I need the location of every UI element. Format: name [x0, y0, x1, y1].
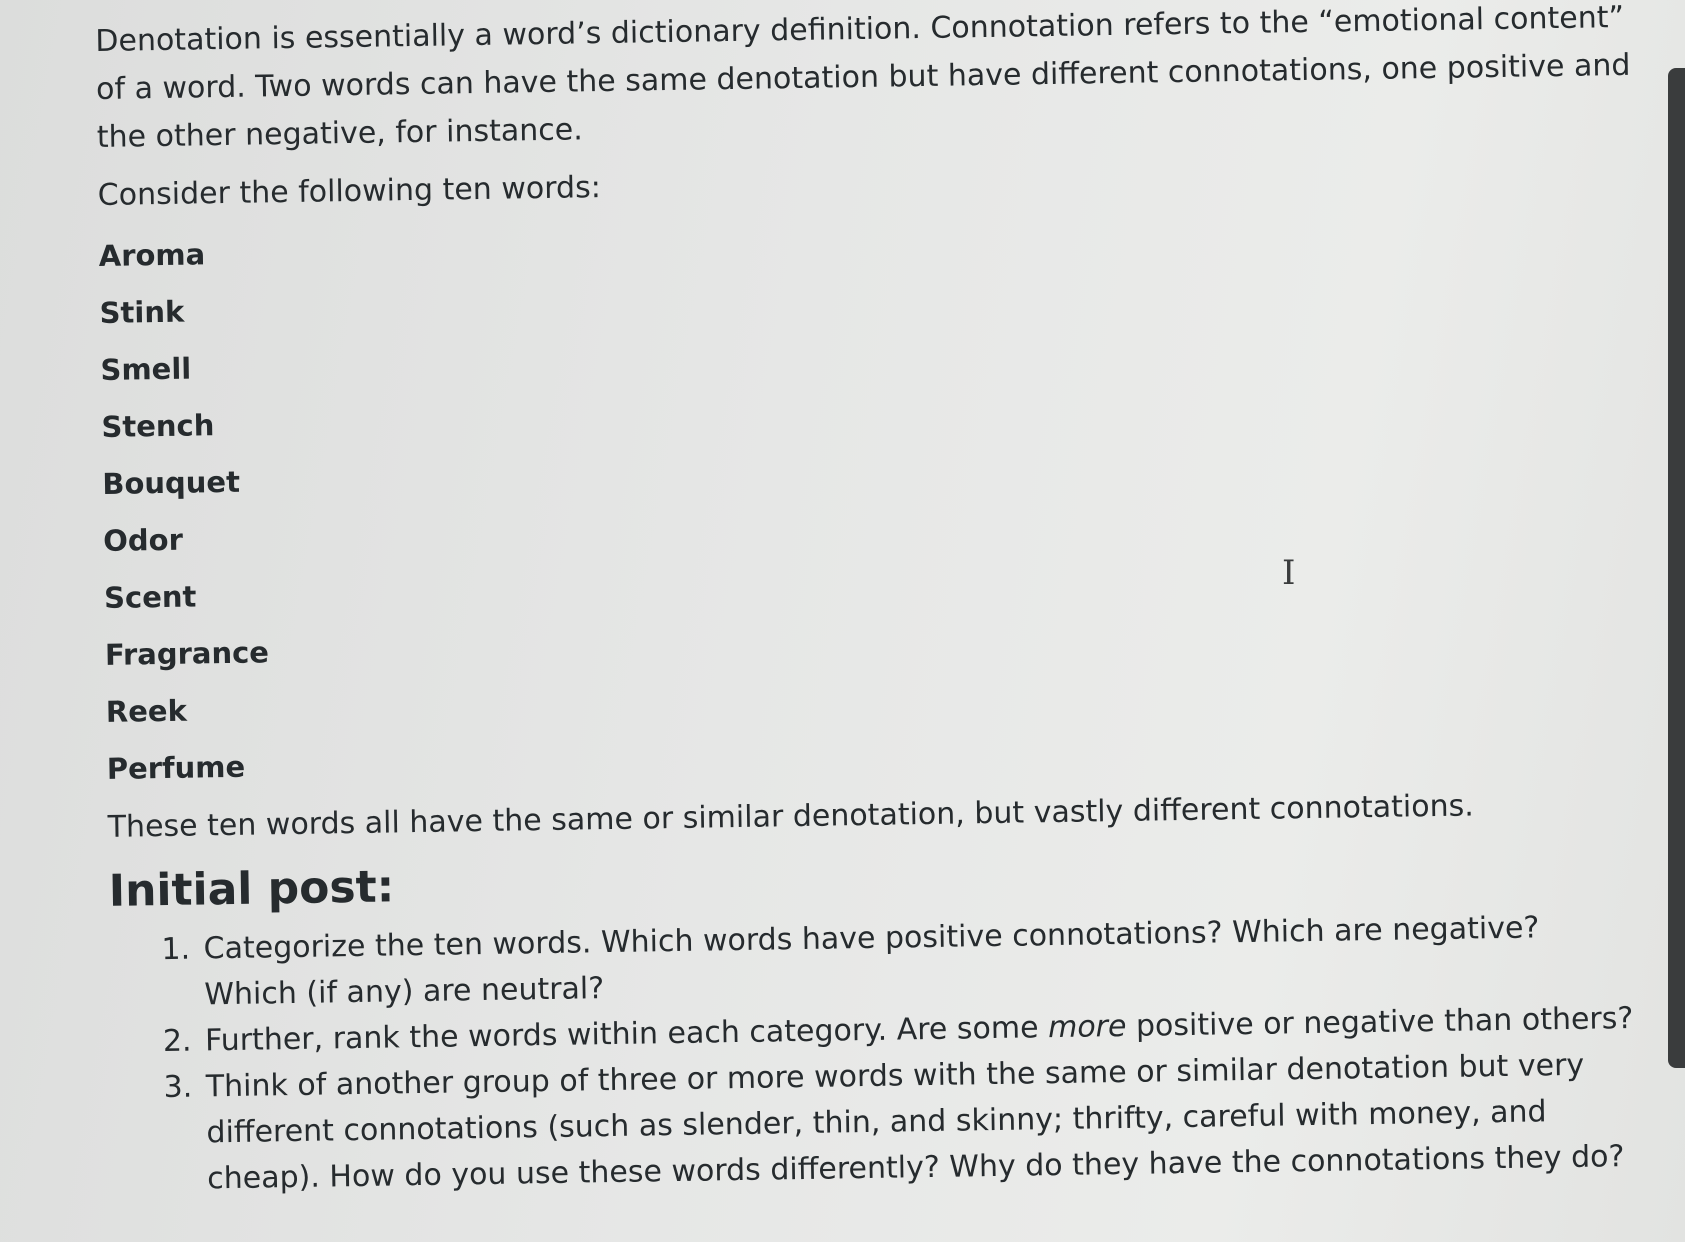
summary-line: These ten words all have the same or similar denotation, but vastly different connotations. — [107, 788, 1475, 845]
question-2-text-end: positive or negative than others? — [1126, 1000, 1634, 1044]
word-item: Stench — [101, 408, 215, 444]
vertical-scrollbar[interactable] — [1668, 68, 1685, 1068]
initial-post-heading: Initial post: — [108, 861, 395, 917]
word-item: Scent — [103, 579, 197, 615]
question-2-emphasis: more — [1047, 1008, 1127, 1046]
intro-paragraph: Denotation is essentially a word’s dictionary definition. Connotation refers to the “emotional content” of a word. Two words can have the same denotation but have different connotations, one positive and the other negative, for instance. — [95, 0, 1631, 155]
document-content — [95, 0, 1673, 1204]
word-item: Odor — [102, 522, 184, 558]
word-item: Aroma — [98, 237, 206, 273]
question-list — [109, 904, 1643, 1204]
word-item: Perfume — [106, 749, 246, 786]
word-item: Smell — [100, 351, 192, 387]
word-item: Fragrance — [104, 635, 270, 672]
word-item: Bouquet — [102, 464, 241, 501]
question-item-3: 3. Think of another group of three or more words with the same or similar denotation but very different connotations (such as slender, thin, and skinny; thrifty, careful with money, and cheap). How do you use these words differently? Why do they have the connotations they do? — [201, 1042, 1643, 1203]
consider-line: Consider the following ten words: — [97, 170, 602, 213]
text-cursor-icon: I — [1282, 553, 1296, 593]
question-2-text-start: Further, rank the words within each category. Are some — [204, 1010, 1049, 1059]
word-list — [98, 203, 1667, 797]
word-item: Stink — [99, 294, 185, 330]
question-item-1: 1. Categorize the ten words. Which words have positive connotations? Which are negative? Which (if any) are neutral? — [199, 904, 1640, 1019]
word-item: Reek — [105, 693, 188, 729]
